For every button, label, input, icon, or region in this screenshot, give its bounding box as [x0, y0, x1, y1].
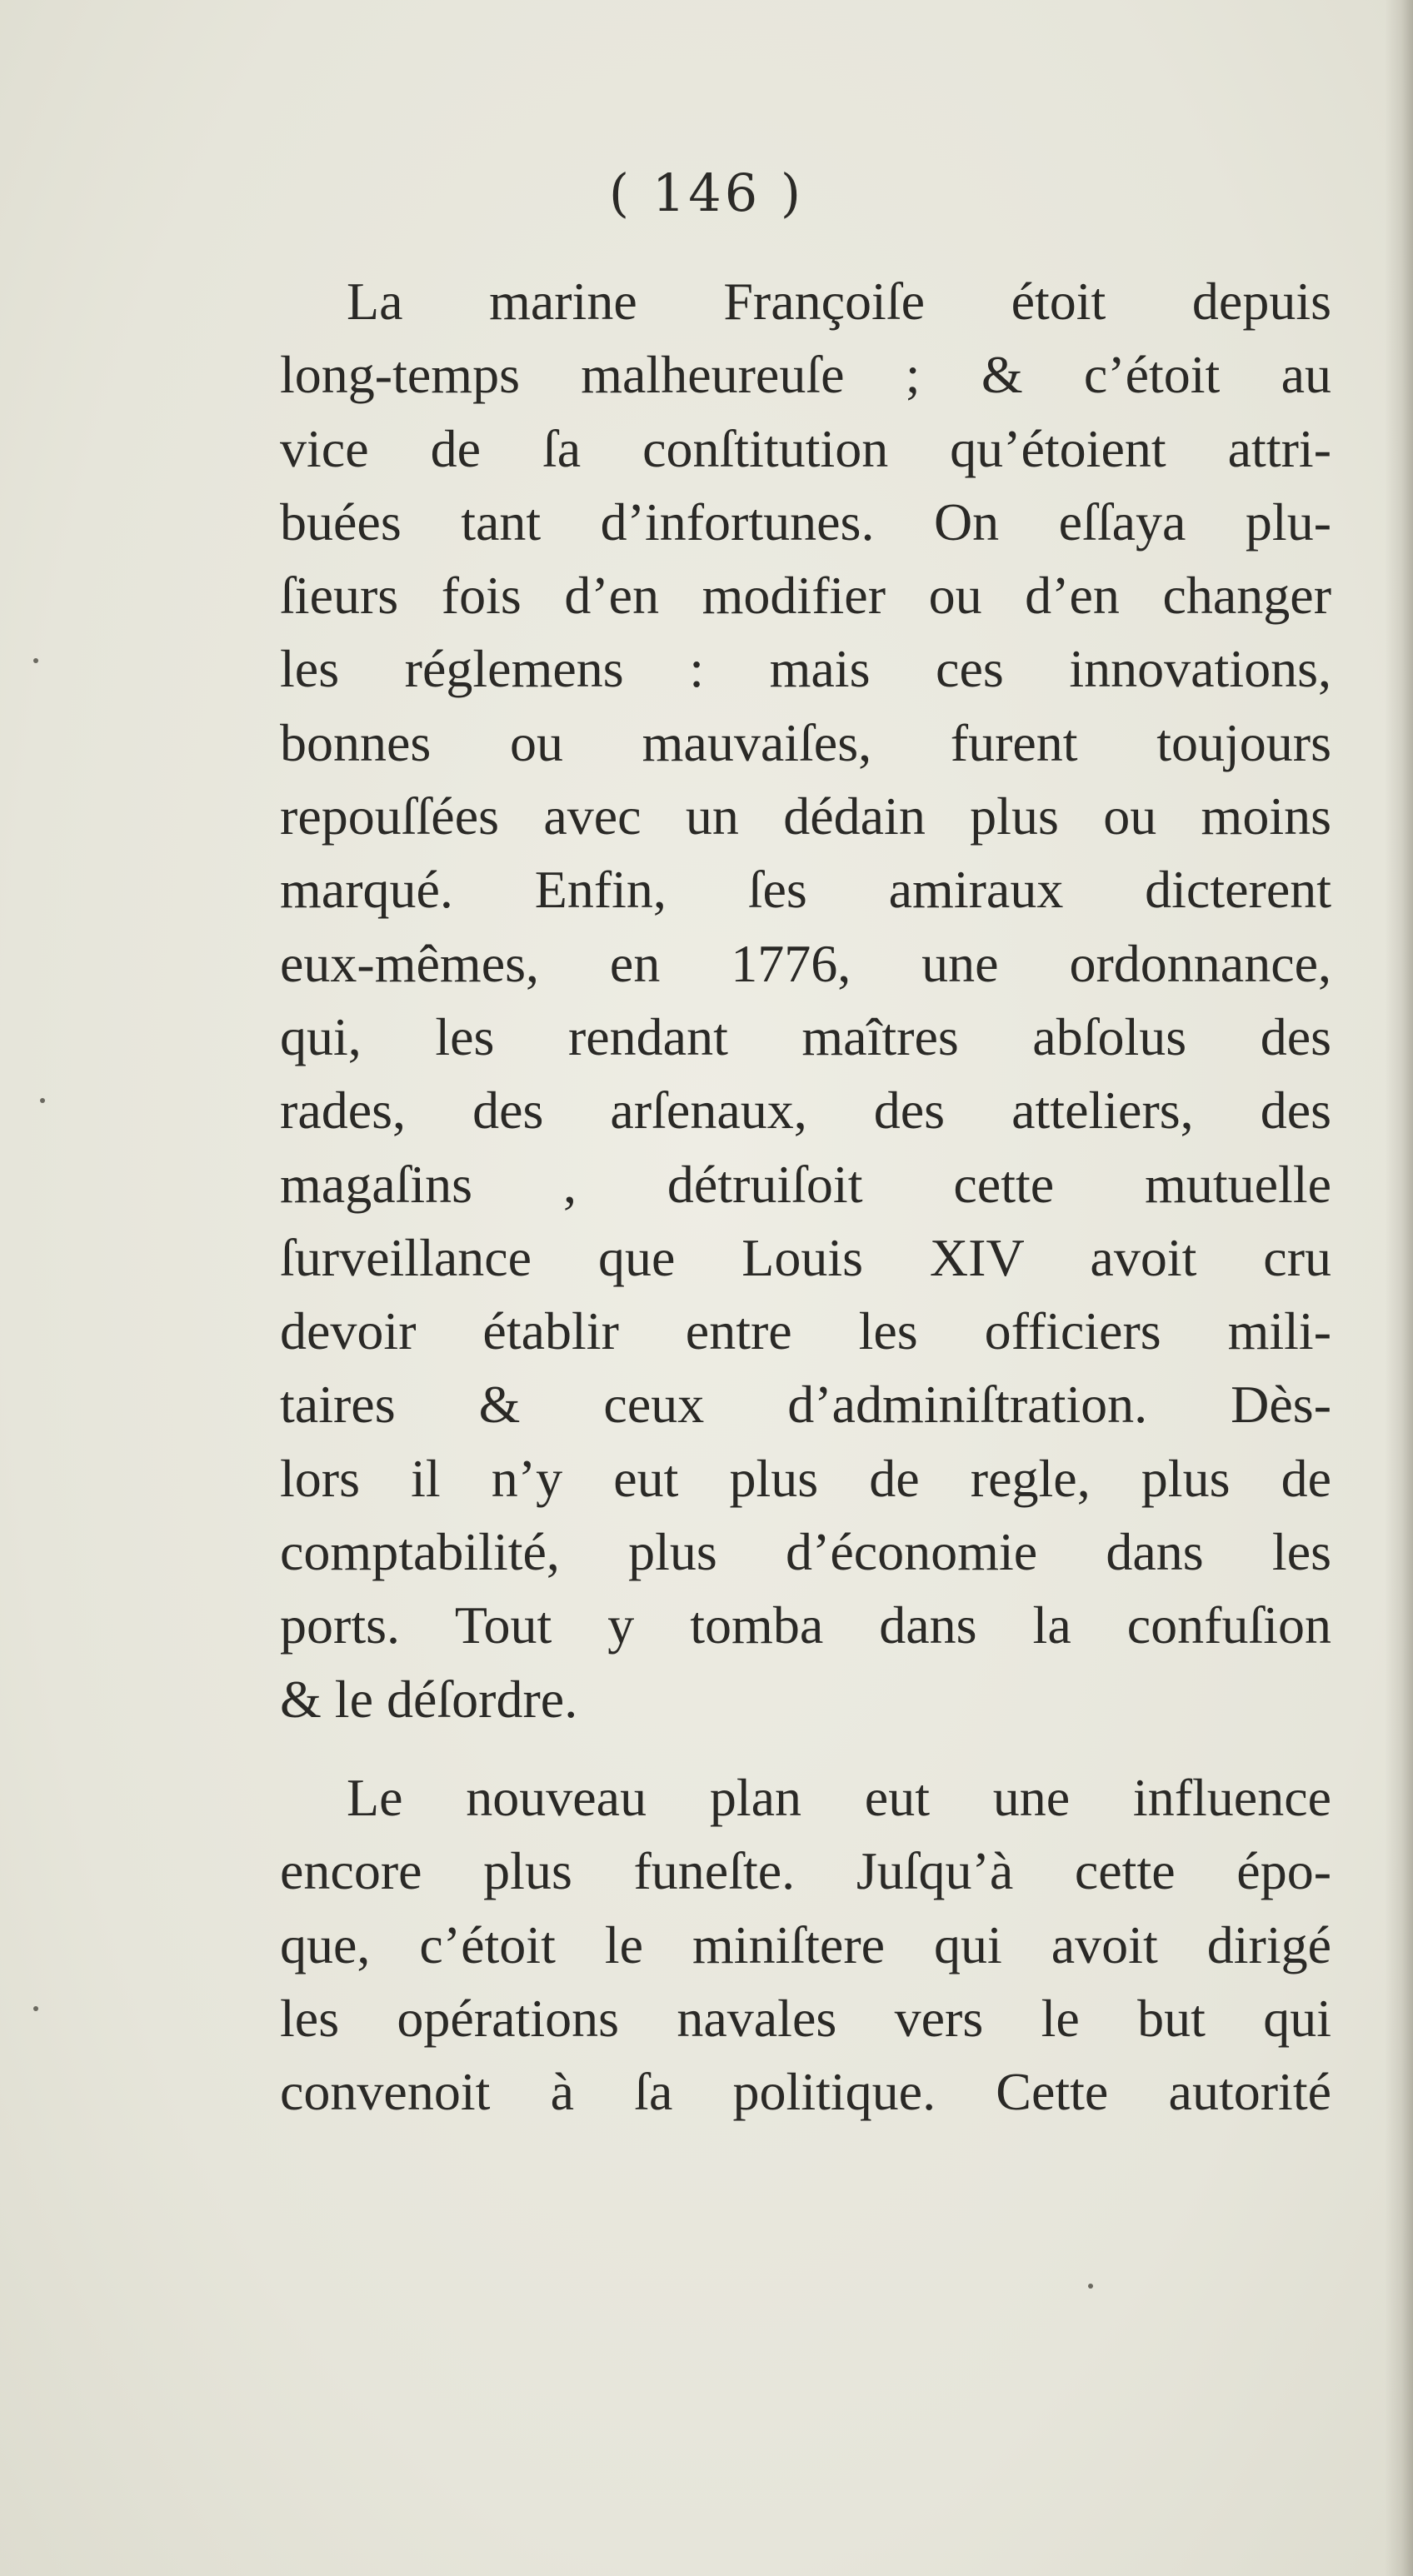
text-line: ſurveillance que Louis XIV avoit cru — [280, 1227, 1331, 1287]
text-line: ſieurs fois d’en modifier ou d’en changer — [280, 566, 1331, 626]
paper-speck — [33, 658, 38, 663]
paragraph-spacer — [280, 1736, 1331, 1761]
text-line: lors il n’y eut plus de regle, plus de — [280, 1448, 1331, 1508]
text-line: taires & ceux d’adminiſtration. Dès- — [280, 1375, 1331, 1435]
paragraph-2 — [280, 1761, 1331, 2129]
text-line: comptabilité, plus d’économie dans les — [280, 1522, 1331, 1582]
text-line: ports. Tout y tomba dans la confuſion — [280, 1595, 1331, 1655]
text-line: que, c’étoit le miniſtere qui avoit dirigé — [280, 1915, 1331, 1974]
text-line: long-temps malheureuſe ; & c’étoit au — [280, 345, 1331, 405]
text-line: eux-mêmes, en 1776, une ordonnance, — [280, 933, 1331, 993]
binding-shadow — [1385, 0, 1413, 2576]
body-text — [280, 265, 1331, 2129]
text-line: repouſſées avec un dédain plus ou moins — [280, 786, 1331, 846]
text-line: convenoit à ſa politique. Cette autorité — [280, 2062, 1331, 2122]
text-line: La marine Françoiſe étoit depuis — [347, 272, 1331, 331]
text-line: magaſins , détruiſoit cette mutuelle — [280, 1154, 1331, 1214]
text-line: les réglemens : mais ces innovations, — [280, 639, 1331, 699]
text-line: & le déſordre. — [280, 1669, 578, 1729]
paper-speck — [1088, 2284, 1093, 2289]
text-line: bonnes ou mauvaiſes, furent toujours — [280, 712, 1331, 772]
paragraph-1 — [280, 265, 1331, 1736]
text-line: marqué. Enfin, ſes amiraux dicterent — [280, 860, 1331, 920]
text-line: qui, les rendant maîtres abſolus des — [280, 1006, 1331, 1066]
text-line: Le nouveau plan eut une influence — [347, 1767, 1331, 1827]
text-line: encore plus funeſte. Juſqu’à cette épo- — [280, 1841, 1331, 1901]
text-line: buées tant d’infortunes. On eſſaya plu- — [280, 492, 1331, 552]
text-line: vice de ſa conſtitution qu’étoient attri- — [280, 418, 1331, 478]
text-line: rades, des arſenaux, des atteliers, des — [280, 1081, 1331, 1141]
paper-speck — [40, 1098, 45, 1103]
text-line: les opérations navales vers le but qui — [280, 1988, 1331, 2048]
paper-speck — [33, 2006, 38, 2011]
page-number: ( 146 ) — [608, 162, 805, 223]
text-line: devoir établir entre les officiers mili- — [280, 1301, 1331, 1361]
